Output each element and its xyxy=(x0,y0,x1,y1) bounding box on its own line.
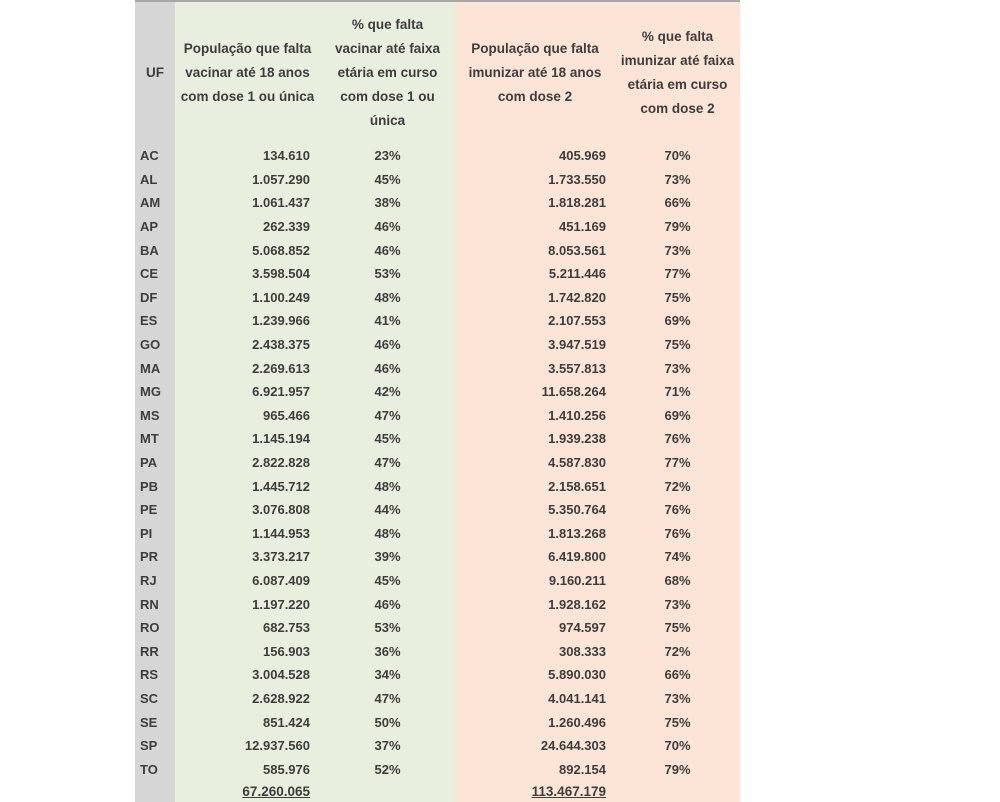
cell-pop-dose1: 2.269.613 xyxy=(175,356,320,380)
cell-pop-dose1: 2.628.922 xyxy=(175,687,320,711)
cell-pop-dose1: 585.976 xyxy=(175,757,320,781)
cell-uf: PE xyxy=(135,498,175,522)
table-row xyxy=(135,380,740,404)
cell-pop-dose1: 1.057.290 xyxy=(175,168,320,192)
cell-pct-dose1: 41% xyxy=(320,309,455,333)
cell-pop-dose1: 2.822.828 xyxy=(175,451,320,475)
cell-pct-dose1: 46% xyxy=(320,215,455,239)
cell-pop-dose2: 1.742.820 xyxy=(455,286,615,310)
cell-pop-dose2: 5.211.446 xyxy=(455,262,615,286)
cell-pct-dose2: 72% xyxy=(615,639,740,663)
cell-pct-dose1: 23% xyxy=(320,144,455,168)
cell-pop-dose1: 12.937.560 xyxy=(175,734,320,758)
cell-uf: AP xyxy=(135,215,175,239)
cell-pop-dose2: 1.939.238 xyxy=(455,427,615,451)
table-row xyxy=(135,734,740,758)
cell-uf: TO xyxy=(135,757,175,781)
cell-pop-dose2: 1.733.550 xyxy=(455,168,615,192)
cell-pop-dose2: 6.419.800 xyxy=(455,545,615,569)
table-row xyxy=(135,333,740,357)
cell-pop-dose1: 1.239.966 xyxy=(175,309,320,333)
table-row xyxy=(135,569,740,593)
cell-pop-dose1: 3.598.504 xyxy=(175,262,320,286)
table-row xyxy=(135,498,740,522)
cell-uf: PR xyxy=(135,545,175,569)
header-pop-dose1-label: População que falta vacinar até 18 anos com dose 1 ou única xyxy=(180,41,315,104)
cell-pop-dose1: 1.197.220 xyxy=(175,592,320,616)
cell-pct-dose1: 34% xyxy=(320,663,455,687)
cell-pct-dose1: 38% xyxy=(320,191,455,215)
cell-uf: DF xyxy=(135,286,175,310)
cell-pop-dose1: 262.339 xyxy=(175,215,320,239)
cell-uf: SP xyxy=(135,734,175,758)
cell-pct-dose2: 75% xyxy=(615,616,740,640)
cell-pct-dose1: 46% xyxy=(320,333,455,357)
total-pop-dose1-value: 67.260.065 xyxy=(242,784,310,800)
cell-pct-dose1: 48% xyxy=(320,474,455,498)
cell-pop-dose1: 6.921.957 xyxy=(175,380,320,404)
cell-pct-dose2: 71% xyxy=(615,380,740,404)
cell-pop-dose2: 24.644.303 xyxy=(455,734,615,758)
cell-pct-dose2: 76% xyxy=(615,498,740,522)
cell-pop-dose1: 1.445.712 xyxy=(175,474,320,498)
vaccination-table xyxy=(135,0,740,802)
cell-uf: RO xyxy=(135,616,175,640)
table-row xyxy=(135,238,740,262)
cell-uf: SC xyxy=(135,687,175,711)
cell-pct-dose1: 47% xyxy=(320,404,455,428)
cell-pop-dose2: 1.260.496 xyxy=(455,710,615,734)
cell-pop-dose1: 1.144.953 xyxy=(175,522,320,546)
cell-pop-dose2: 5.890.030 xyxy=(455,663,615,687)
cell-pop-dose1: 3.076.808 xyxy=(175,498,320,522)
cell-uf: GO xyxy=(135,333,175,357)
cell-pct-dose2: 69% xyxy=(615,309,740,333)
table-row xyxy=(135,545,740,569)
cell-uf: RR xyxy=(135,639,175,663)
cell-pop-dose2: 405.969 xyxy=(455,144,615,168)
table-row xyxy=(135,427,740,451)
cell-uf: PI xyxy=(135,522,175,546)
cell-pop-dose1: 965.466 xyxy=(175,404,320,428)
cell-pct-dose1: 42% xyxy=(320,380,455,404)
cell-pct-dose2: 70% xyxy=(615,734,740,758)
header-uf-label: UF xyxy=(146,65,164,80)
cell-pop-dose1: 2.438.375 xyxy=(175,333,320,357)
cell-pop-dose2: 1.410.256 xyxy=(455,404,615,428)
table-row xyxy=(135,710,740,734)
cell-pct-dose2: 75% xyxy=(615,710,740,734)
total-pct-dose1 xyxy=(320,781,455,802)
cell-pct-dose2: 66% xyxy=(615,191,740,215)
table-row xyxy=(135,757,740,781)
cell-pct-dose2: 75% xyxy=(615,333,740,357)
cell-uf: RN xyxy=(135,592,175,616)
cell-pct-dose2: 79% xyxy=(615,757,740,781)
cell-pop-dose2: 2.158.651 xyxy=(455,474,615,498)
cell-pop-dose1: 1.145.194 xyxy=(175,427,320,451)
cell-uf: AL xyxy=(135,168,175,192)
cell-uf: MG xyxy=(135,380,175,404)
header-pop-dose2-label: População que falta imunizar até 18 anos com dose 2 xyxy=(468,41,602,104)
cell-pct-dose1: 45% xyxy=(320,168,455,192)
table-row xyxy=(135,215,740,239)
cell-pop-dose2: 3.947.519 xyxy=(455,333,615,357)
cell-uf: CE xyxy=(135,262,175,286)
cell-pct-dose2: 73% xyxy=(615,592,740,616)
table-row xyxy=(135,356,740,380)
cell-pct-dose1: 46% xyxy=(320,238,455,262)
header-pct-dose1-label: % que falta vacinar até faixa etária em curso com dose 1 ou única xyxy=(334,17,441,128)
cell-pct-dose2: 73% xyxy=(615,238,740,262)
cell-uf: AC xyxy=(135,144,175,168)
cell-pop-dose1: 682.753 xyxy=(175,616,320,640)
cell-pct-dose2: 73% xyxy=(615,168,740,192)
cell-pop-dose1: 1.100.249 xyxy=(175,286,320,310)
cell-pop-dose2: 1.813.268 xyxy=(455,522,615,546)
cell-pop-dose2: 4.587.830 xyxy=(455,451,615,475)
cell-pct-dose2: 76% xyxy=(615,522,740,546)
header-pct-dose2 xyxy=(615,2,740,144)
table-row xyxy=(135,168,740,192)
cell-pct-dose2: 76% xyxy=(615,427,740,451)
table-row xyxy=(135,404,740,428)
table-body xyxy=(135,144,740,781)
cell-pop-dose1: 3.004.528 xyxy=(175,663,320,687)
cell-pct-dose1: 52% xyxy=(320,757,455,781)
cell-pop-dose2: 8.053.561 xyxy=(455,238,615,262)
cell-pop-dose2: 2.107.553 xyxy=(455,309,615,333)
cell-pop-dose2: 11.658.264 xyxy=(455,380,615,404)
table-row xyxy=(135,592,740,616)
cell-pop-dose2: 4.041.141 xyxy=(455,687,615,711)
cell-uf: RJ xyxy=(135,569,175,593)
header-pct-dose1 xyxy=(320,2,455,144)
cell-uf: MA xyxy=(135,356,175,380)
header-pct-dose2-label: % que falta imunizar até faixa etária em curso com dose 2 xyxy=(620,29,735,116)
total-pct-dose2 xyxy=(615,781,740,802)
cell-uf: MT xyxy=(135,427,175,451)
cell-pct-dose2: 68% xyxy=(615,569,740,593)
cell-pop-dose1: 851.424 xyxy=(175,710,320,734)
cell-uf: MS xyxy=(135,404,175,428)
table-total-row xyxy=(135,781,740,802)
table-row xyxy=(135,687,740,711)
cell-pop-dose2: 308.333 xyxy=(455,639,615,663)
cell-pct-dose1: 48% xyxy=(320,522,455,546)
cell-pct-dose1: 47% xyxy=(320,451,455,475)
cell-pop-dose2: 1.928.162 xyxy=(455,592,615,616)
cell-pct-dose2: 79% xyxy=(615,215,740,239)
cell-pct-dose1: 44% xyxy=(320,498,455,522)
cell-pct-dose2: 74% xyxy=(615,545,740,569)
cell-pct-dose2: 77% xyxy=(615,451,740,475)
table-header-row xyxy=(135,2,740,144)
total-pop-dose2 xyxy=(455,781,615,802)
cell-pct-dose2: 77% xyxy=(615,262,740,286)
total-pop-dose2-value: 113.467.179 xyxy=(531,784,606,800)
cell-pop-dose1: 3.373.217 xyxy=(175,545,320,569)
cell-pop-dose2: 9.160.211 xyxy=(455,569,615,593)
cell-pct-dose1: 36% xyxy=(320,639,455,663)
cell-pct-dose2: 70% xyxy=(615,144,740,168)
cell-pct-dose2: 72% xyxy=(615,474,740,498)
cell-pct-dose2: 75% xyxy=(615,286,740,310)
cell-uf: PB xyxy=(135,474,175,498)
cell-pop-dose2: 451.169 xyxy=(455,215,615,239)
cell-pct-dose1: 45% xyxy=(320,569,455,593)
cell-pct-dose1: 37% xyxy=(320,734,455,758)
table-row xyxy=(135,616,740,640)
header-uf xyxy=(135,2,175,144)
cell-pop-dose2: 892.154 xyxy=(455,757,615,781)
cell-pct-dose2: 73% xyxy=(615,356,740,380)
cell-uf: SE xyxy=(135,710,175,734)
table-row xyxy=(135,474,740,498)
cell-pop-dose2: 974.597 xyxy=(455,616,615,640)
table-row xyxy=(135,191,740,215)
cell-pct-dose1: 53% xyxy=(320,616,455,640)
table-row xyxy=(135,262,740,286)
cell-uf: PA xyxy=(135,451,175,475)
cell-uf: ES xyxy=(135,309,175,333)
cell-pop-dose1: 1.061.437 xyxy=(175,191,320,215)
cell-pct-dose1: 50% xyxy=(320,710,455,734)
cell-pct-dose2: 66% xyxy=(615,663,740,687)
total-cell-uf xyxy=(135,781,175,802)
cell-pop-dose2: 3.557.813 xyxy=(455,356,615,380)
cell-uf: BA xyxy=(135,238,175,262)
cell-pct-dose1: 48% xyxy=(320,286,455,310)
table-row xyxy=(135,286,740,310)
cell-pop-dose1: 5.068.852 xyxy=(175,238,320,262)
cell-pop-dose2: 5.350.764 xyxy=(455,498,615,522)
cell-pct-dose1: 53% xyxy=(320,262,455,286)
cell-pct-dose2: 69% xyxy=(615,404,740,428)
table-row xyxy=(135,451,740,475)
cell-pop-dose1: 134.610 xyxy=(175,144,320,168)
cell-uf: AM xyxy=(135,191,175,215)
cell-pct-dose2: 73% xyxy=(615,687,740,711)
table-row xyxy=(135,309,740,333)
cell-pct-dose1: 46% xyxy=(320,592,455,616)
cell-pct-dose1: 47% xyxy=(320,687,455,711)
table-row xyxy=(135,522,740,546)
table-row xyxy=(135,639,740,663)
cell-pop-dose1: 6.087.409 xyxy=(175,569,320,593)
cell-pop-dose1: 156.903 xyxy=(175,639,320,663)
cell-pop-dose2: 1.818.281 xyxy=(455,191,615,215)
table-row xyxy=(135,663,740,687)
cell-pct-dose1: 39% xyxy=(320,545,455,569)
header-pop-dose2 xyxy=(455,2,615,144)
cell-pct-dose1: 46% xyxy=(320,356,455,380)
total-pop-dose1 xyxy=(175,781,320,802)
header-pop-dose1 xyxy=(175,2,320,144)
cell-uf: RS xyxy=(135,663,175,687)
cell-pct-dose1: 45% xyxy=(320,427,455,451)
table-row xyxy=(135,144,740,168)
